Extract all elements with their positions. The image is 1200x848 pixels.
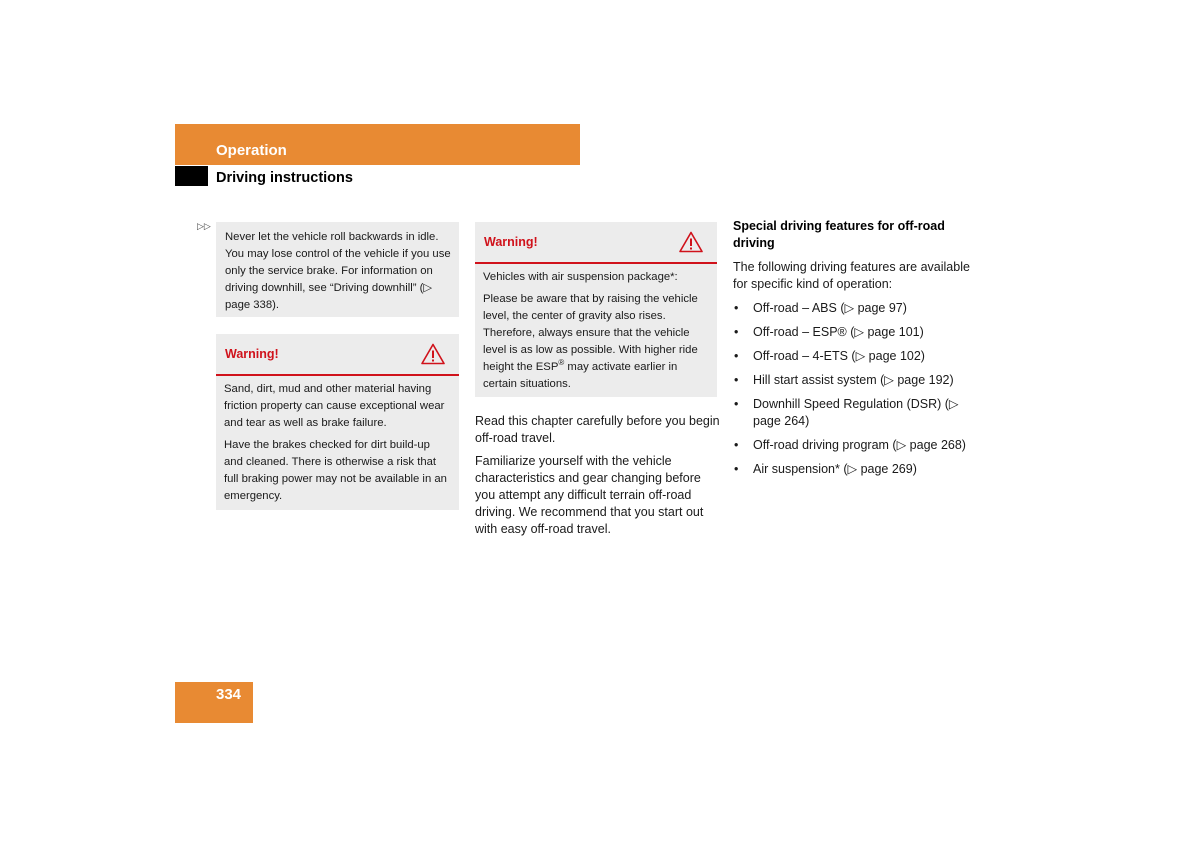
page-number: 334 (216, 686, 242, 703)
warning-body (216, 376, 459, 505)
warning-box-brakes (216, 334, 459, 510)
bullet-icon: • (734, 301, 739, 315)
bullet-icon: • (734, 325, 739, 339)
subsection-title: Driving instructions (216, 170, 353, 186)
list-item-text: Hill start assist system (▷ page 192) (753, 373, 954, 387)
list-item (733, 437, 983, 454)
list-item-text: Air suspension* (▷ page 269) (753, 462, 917, 476)
warning-body (475, 264, 717, 393)
bullet-icon: • (734, 373, 739, 387)
warning-text-part: may activate earlier in certain situations. (483, 361, 678, 390)
warning-header (475, 222, 717, 264)
section-intro: The following driving features are available for specific kind of operation: (733, 260, 970, 291)
page-number-box (175, 682, 253, 723)
subsection-marker (175, 166, 208, 186)
warning-box-air-suspension (475, 222, 717, 397)
list-item-text: Off-road – ESP® (▷ page 101) (753, 325, 924, 339)
list-item (733, 396, 983, 430)
warning-header (216, 334, 459, 376)
note-box (216, 222, 459, 317)
list-item-text: Off-road driving program (▷ page 268) (753, 438, 966, 452)
body-paragraph: Familiarize yourself with the vehicle characteristics and gear changing before you attempt any difficult terrain off-road driving. We recommend that you start out with easy off-road travel. (475, 454, 704, 536)
warning-paragraph: Sand, dirt, mud and other material having friction property can cause exceptional wear and tear as well as brake failure. (224, 383, 445, 429)
warning-text-part: Please be aware that by raising the vehicle level, the center of gravity also rises. Therefore, always ensure that the vehicle level is as low as possible. With higher ride height the ESP (483, 293, 698, 373)
warning-label: Warning! (225, 347, 279, 361)
warning-triangle-icon (421, 343, 445, 365)
warning-paragraph: Have the brakes checked for dirt build-up and cleaned. There is otherwise a risk that full braking power may not be available in an emergency. (224, 439, 447, 502)
list-item (733, 461, 983, 478)
special-features-section (733, 218, 983, 485)
bullet-icon: • (734, 462, 739, 476)
bullet-icon: • (734, 349, 739, 363)
list-item-text: Off-road – 4-ETS (▷ page 102) (753, 349, 925, 363)
continuation-marker: ▷▷ (197, 221, 211, 231)
offroad-intro-text (475, 413, 720, 544)
section-heading: Special driving features for off-road driving (733, 219, 945, 250)
warning-label: Warning! (484, 235, 538, 249)
bullet-icon: • (734, 438, 739, 452)
warning-intro: Vehicles with air suspension package*: (483, 271, 678, 283)
list-item-text: Off-road – ABS (▷ page 97) (753, 301, 907, 315)
body-paragraph: Read this chapter carefully before you begin off-road travel. (475, 414, 720, 445)
bullet-icon: • (734, 397, 739, 411)
list-item-text: Downhill Speed Regulation (DSR) (▷ page 264) (753, 397, 959, 428)
list-item (733, 372, 983, 389)
list-item (733, 348, 983, 365)
registered-mark: ® (558, 358, 565, 368)
warning-paragraph (483, 291, 709, 393)
list-item (733, 300, 983, 317)
warning-triangle-icon (679, 231, 703, 253)
section-title: Operation (216, 142, 287, 159)
feature-list (733, 300, 983, 478)
note-text: Never let the vehicle roll backwards in idle. You may lose control of the vehicle if you use only the service brake. For information on driving downhill, see “Driving downhill” (▷ page 338). (225, 231, 451, 311)
list-item (733, 324, 983, 341)
